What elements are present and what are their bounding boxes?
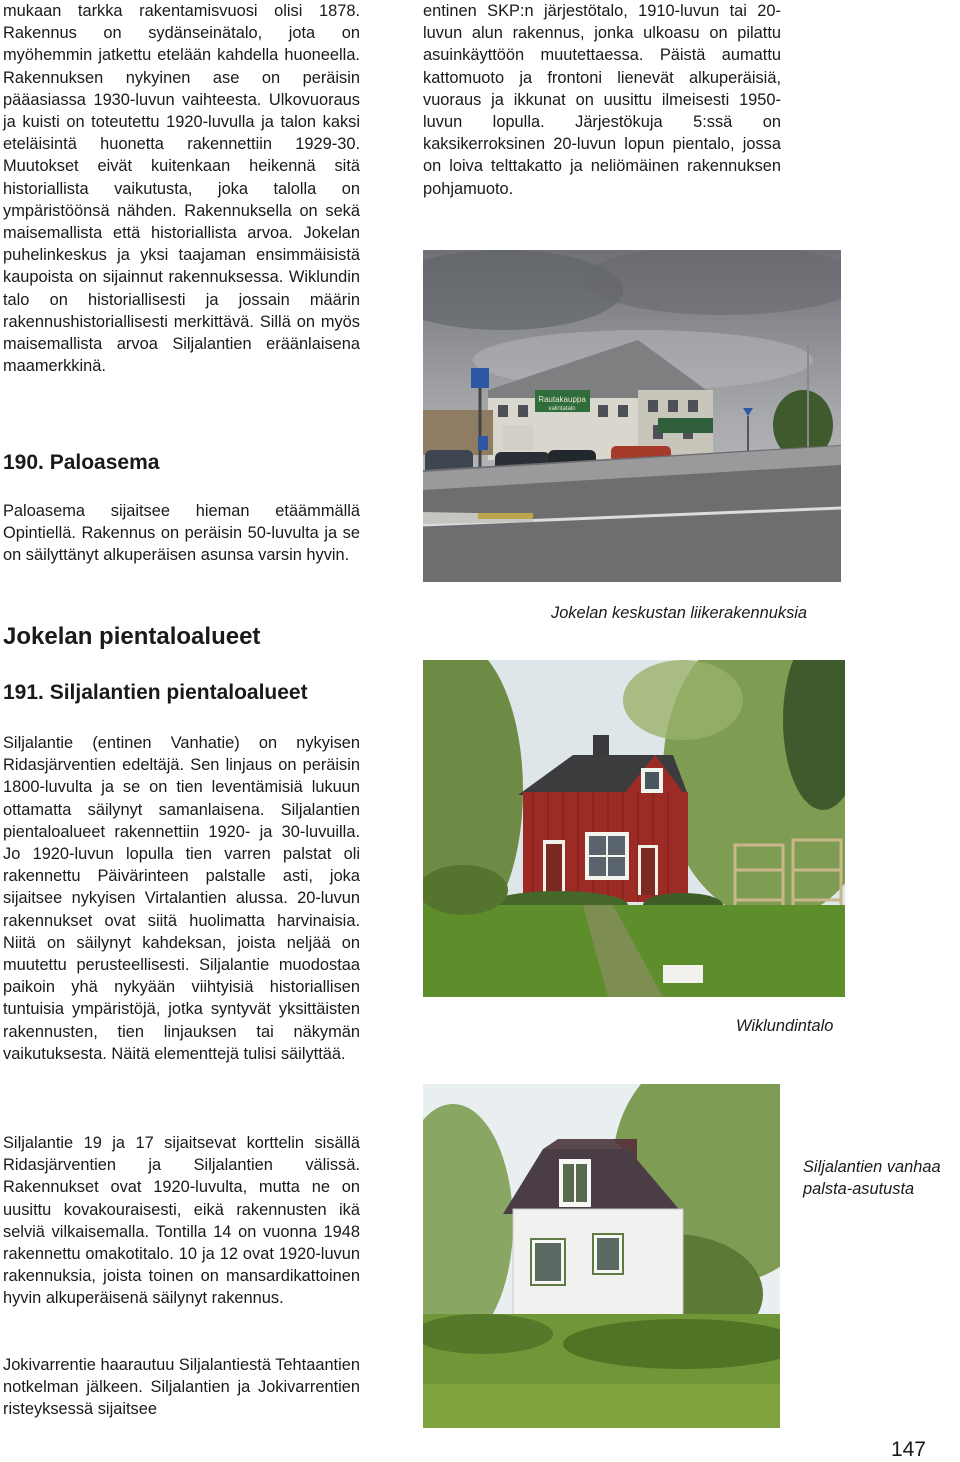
intro-paragraph-left: mukaan tarkka rakentamisvuosi olisi 1878. Rakennus on sydänseinätalo, jota on myöhemmin jatkettu etelään kahdella huoneella. Rakennuksen nykyinen ase on peräisin pääasiassa 1930-luvun vaihteesta. Ulkovuoraus ja kuisti on toteutettu 1920-luvulla ja talon kaksi eteläisintä huonetta rakennettiin 1929-30. Muutokset eivät kuitenkaan heikennä sitä historiallista vaikutusta, joka talolla on ympäristöönsä nähden. Rakennuksella on sekä maisemallista että historiallista arvoa. Jokelan puhelinkeskus ja yksi taajaman ensimmäisistä kaupoista on sijainnut rakennuksessa. Wiklundin talo on historiallisesti ja jossain määrin rakennushistoriallisesti merkittävä. Sillä on myös maisemallista arvoa Siljalantien eräänlaisena maamerkkinä. (3, 2, 360, 376)
intro-paragraph-right: entinen SKP:n järjestötalo, 1910-luvun tai 20-luvun alun rakennus, jonka ulkoasu on pilattu asuinkäyttöön muutettaessa. Päistä aumattu kattomuoto ja frontoni lienevät alkuperäisiä, vuoraus ja ikkunat on uusittu ilmeisesti 1950-luvun lopulla. Järjestökuja 5:ssä on kaksikerroksinen 20-luvun lopun pientalo, jossa on loiva telttakatto ja neliömäinen rakennuksen pohjamuoto. (423, 2, 781, 198)
photo-wiklundintalo (423, 660, 845, 997)
shop-sign-subtext: valintatalo (548, 406, 576, 412)
section-title: Jokelan pientaloalueet (3, 623, 261, 650)
shop-sign-text: Rautakauppa (538, 395, 586, 404)
heading-191: 191. Siljalantien pientaloalueet (3, 681, 308, 704)
page-number: 147 (890, 1438, 926, 1461)
caption-commercial-buildings: Jokelan keskustan liikerakennuksia (551, 604, 808, 622)
caption-siljalantie-house: Siljalantien vanhaa palsta-asutusta (803, 1158, 941, 1198)
paragraph-191-2: Siljalantie 19 ja 17 sijaitsevat korttelin sisällä Ridasjärventien ja Siljalantien välissä. Rakennukset ovat 1920-luvulta, mutta ne on uusittu kovakouraisesti, eikä rakennusten ikä selviä vilkaisemalla. Tontilla 14 on vuonna 1948 rakennettu omakotitalo. 10 ja 12 ovat 1920-luvun rakennuksia, joista toinen on mansardikattoinen hyvin alkuperäisenä säilynyt rakennus. (3, 1134, 360, 1308)
photo-siljalantie-house (423, 1084, 780, 1428)
paragraph-191-1: Siljalantie (entinen Vanhatie) on nykyisen Ridasjärventien edeltäjä. Sen linjaus on peräisin 1800-luvulta ja se on tien leventämisiä lukuun ottamatta säilynyt samanlaisena. Siljalantien pientaloalueet rakennettiin 1920- ja 30-luvuilla. Jo 1920-luvun lopulla tien varren palstat oli rakennettu Päivärinteen palstalle asti, joka sijaitsee nykyisen Virtalantien alussa. 20-luvun rakennukset ovat siitä huolimatta harvinaisia. Niitä on säilynyt kahdeksan, joista neljää on muutettu perusteellisesti. Siljalantie muodostaa paikoin yhä nykyään viihtyisiä historiallisen tuntuisia ympäristöjä, jotka syntyvät yksittäisten rakennusten, tien linjauksen tai näkymän vaikutuksesta. Näitä elementtejä tulisi säilyttää. (3, 734, 360, 1063)
paragraph-191-3: Jokivarrentie haarautuu Siljalantiestä Tehtaantien notkelman jälkeen. Siljalantien ja Jokivarrentien risteyksessä sijaitsee (3, 1356, 360, 1419)
heading-190: 190. Paloasema (3, 451, 160, 474)
photo-commercial-buildings (423, 250, 841, 582)
caption-wiklundintalo: Wiklundintalo (736, 1017, 834, 1035)
paragraph-190: Paloasema sijaitsee hieman etäämmällä Opintiellä. Rakennus on peräisin 50-luvulta ja se on säilyttänyt alkuperäisen asunsa varsin hyvin. (3, 502, 360, 565)
